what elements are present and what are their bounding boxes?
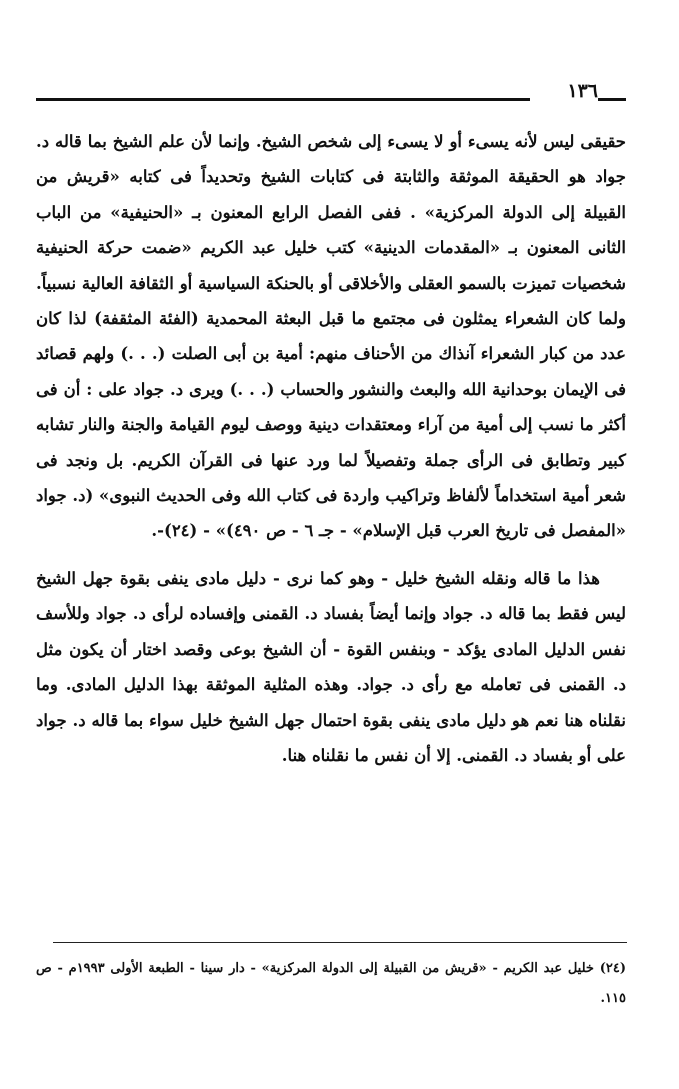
body-paragraph: هذا ما قاله ونقله الشيخ خليل - وهو كما نرى - دليل مادى ينفى بقوة جهل الشيخ ليس فقط بما قاله د. جواد وإنما أيضاً بفساد د. القمنى وإفساده لرأى د. جواد وللأسف نفس الدليل المادى يؤكد - وبنفس القوة - أن الشيخ بوعى وقصد اختار أن يكون مثل د. القمنى فى تعامله مع رأى د. جواد. وهذه المثلية الموثقة بهذا الدليل المادى. وما نقلناه هنا نعم هو دليل مادى ينفى بقوة احتمال جهل الشيخ خليل سواء بما قاله د. جواد على أو بفساد د. القمنى. إلا أن نفس ما نقلناه هنا. [36,568,626,765]
page-header [36,78,626,108]
body-paragraph: حقيقى ليس لأنه يسىء أو لا يسىء إلى شخص الشيخ. وإنما لأن علم الشيخ بما قاله د. جواد هو الحقيقة الموثقة والثابتة فى كتابات الشيخ وتحديداً فى كتابه «قريش من القبيلة إلى الدولة المركزية» . ففى الفصل الرابع المعنون بـ «الحنيفية» من الباب الثانى المعنون بـ «المقدمات الدينية» كتب خليل عبد الكريم «ضمت حركة الحنيفية شخصيات تميزت بالسمو العقلى والأخلاقى أو بالحنكة السياسية أو الثقافة العالية نسبياً. ولما كان الشعراء يمثلون فى مجتمع ما قبل البعثة المحمدية (الفئة المثقفة) لذا كان عدد من كبار الشعراء آنذاك من الأحناف منهم: أمية بن أبى الصلت (. . .) ولهم قصائد فى الإيمان بوحدانية الله والبعث والنشور والحساب (. . .) ويرى د. جواد على : أن فى أكثر ما نسب إلى أمية من آراء ومعتقدات دينية ووصف ليوم القيامة والجنة والنار تشابه كبير وتطابق فى الرأى جملة وتفصيلاً لما ورد عنها فى القرآن الكريم. بل ونجد فى شعر أمية استخداماً لألفاظ وتراكيب واردة فى كتاب الله وفى الحديث النبوى» (د. جواد «المفصل فى تاريخ العرب قبل الإسلام» - جـ ٦ - ص ٤٩٠)» - (٢٤)-. [36,132,626,541]
body-text [36,124,626,773]
header-rule-short [598,98,626,101]
page-number: ١٣٦ [567,80,598,102]
footnote-separator [53,942,627,943]
footnote: (٢٤) خليل عبد الكريم - «قريش من القبيلة إلى الدولة المركزية» - دار سينا - الطبعة الأولى ١٩٩٣م - ص ١١٥. [36,961,626,1006]
header-rule [36,98,530,101]
